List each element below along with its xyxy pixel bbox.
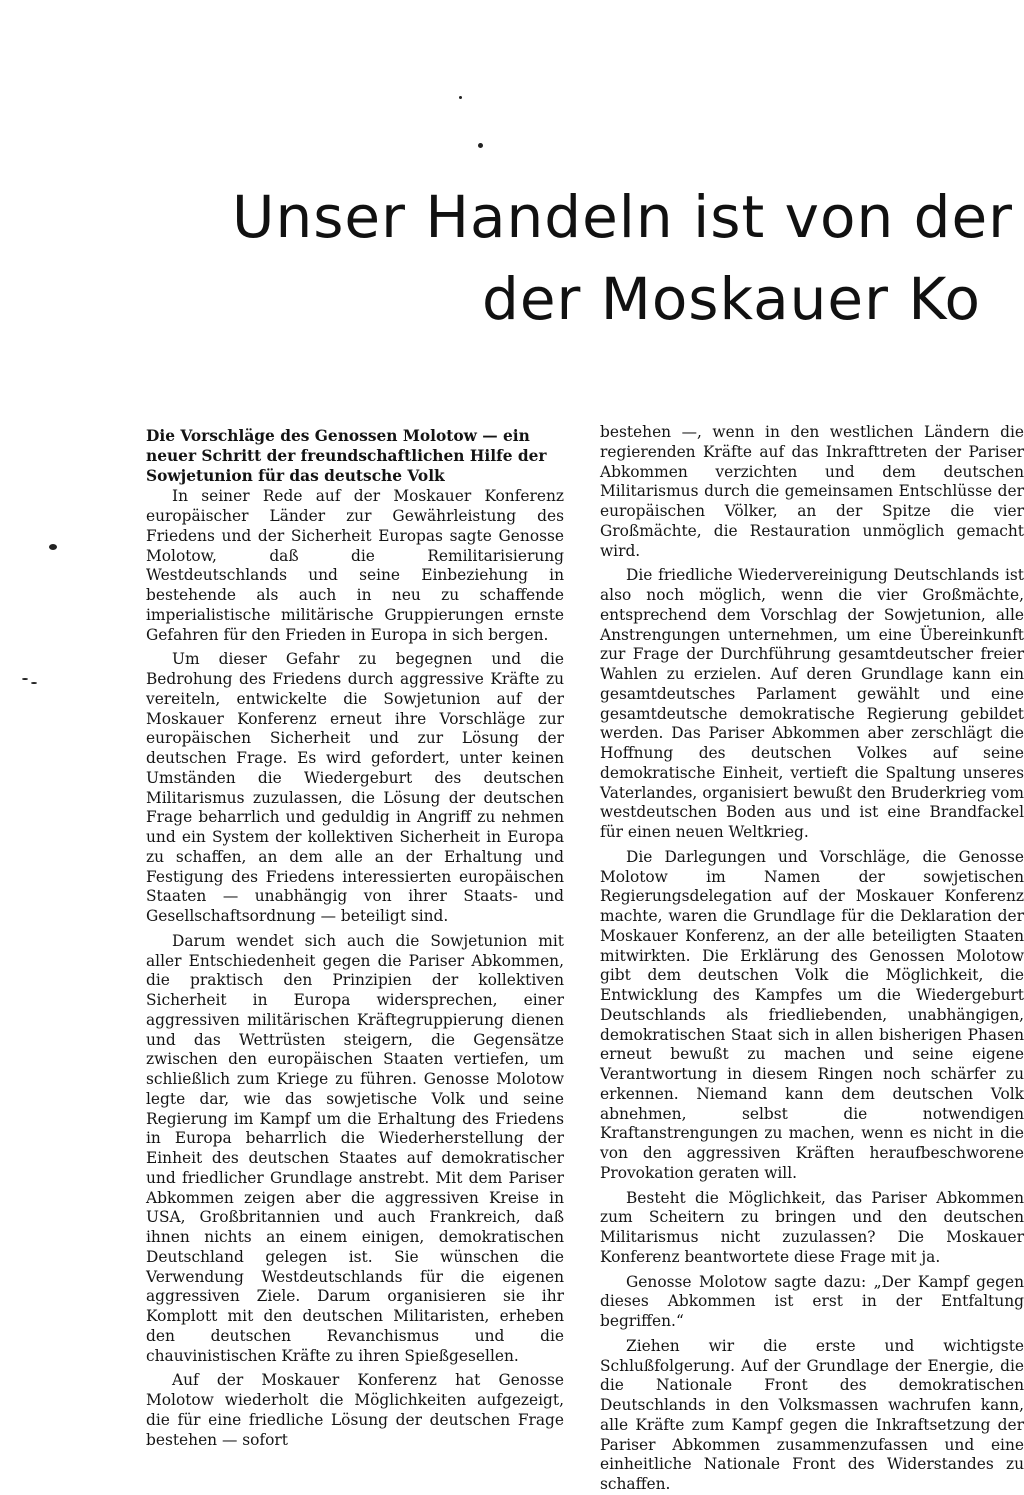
margin-mark xyxy=(22,678,28,680)
paragraph: Darum wendet sich auch die Sowjetunion mit aller Entschiedenheit gegen die Pariser Abkommen, die praktisch den Prinzipien der kollektiven Sicherheit in Europa widersprechen, einer aggressiven militärischen Kräftegruppierung dienen und das Wettrüsten steigern, die Gegensätze zwischen den europäischen Staaten vertiefen, um schließlich zum Kriege zu führen. Genosse Molotow legte dar, wie das sowjetische Volk und seine Regierung im Kampf um die Erhaltung des Friedens in Europa beharrlich die Wiederherstellung der Einheit des deutschen Staates auf demokratischer und friedlicher Grundlage anstrebt. Mit dem Pariser Abkommen zeigen aber die aggressiven Kreise in USA, Großbritannien und auch Frankreich, daß ihnen nichts an einem einigen, demokratischen Deutschland gelegen ist. Sie wünschen die Verwendung Westdeutschlands für die eigenen aggressiven Ziele. Darum organisieren sie ihr Komplott mit den deutschen Militaristen, erheben den deutschen Revanchismus und die chauvinistischen Kräfte zu ihren Spießgesellen. xyxy=(146,931,564,1365)
headline-line-1: Unser Handeln ist von der xyxy=(232,183,1013,251)
right-column xyxy=(600,423,1024,1493)
paragraph: Genosse Molotow sagte dazu: „Der Kampf gegen dieses Abkommen ist erst in der Entfaltung begriffen.“ xyxy=(600,1272,1024,1330)
paragraph: Auf der Moskauer Konferenz hat Genosse Molotow wiederholt die Möglichkeiten aufgezeigt, die für eine friedliche Lösung der deutschen Frage bestehen — sofort xyxy=(146,1371,564,1449)
headline-line-2: der Moskauer Ko xyxy=(482,265,981,333)
margin-mark xyxy=(49,544,57,550)
section-heading: Die Vorschläge des Genossen Molotow — ein neuer Schritt der freundschaftlichen Hilfe der Sowjetunion für das deutsche Volk xyxy=(146,427,547,485)
article-headline xyxy=(232,178,1024,358)
left-column xyxy=(146,427,564,1449)
paragraph: Die Darlegungen und Vorschläge, die Genosse Molotow im Namen der sowjetischen Regierungsdelegation auf der Moskauer Konferenz machte, waren die Grundlage für die Deklaration der Moskauer Konferenz, an der alle beteiligten Staaten mitwirkten. Die Erklärung des Genossen Molotow gibt dem deutschen Volk die Möglichkeit, die Entwicklung des Kampfes um die Wiedergeburt Deutschlands als friedliebenden, unabhängigen, demokratischen Staat sich in allen bisherigen Phasen erneut bewußt zu machen und seine eigene Verantwortung in diesem Ringen noch schärfer zu erkennen. Niemand kann dem deutschen Volk abnehmen, selbst die notwendigen Kraftanstrengungen zu machen, wenn es nicht in die von den aggressiven Kräften heraufbeschworene Provokation geraten will. xyxy=(600,847,1024,1182)
paragraph: Um dieser Gefahr zu begegnen und die Bedrohung des Friedens durch aggressive Kräfte zu vereiteln, entwickelte die Sowjetunion auf der Moskauer Konferenz erneut ihre Vorschläge zur europäischen Sicherheit und zur Lösung der deutschen Frage. Es wird gefordert, unter keinen Umständen die Wiedergeburt des deutschen Militarismus zuzulassen, die Lösung der deutschen Frage beharrlich und geduldig in Angriff zu nehmen und ein System der kollektiven Sicherheit in Europa zu schaffen, an dem alle an der Erhaltung und Festigung des Friedens interessierten europäischen Staaten — unabhängig von ihrer Staats- und Gesellschaftsordnung — beteiligt sind. xyxy=(146,650,564,925)
paragraph: Die friedliche Wiedervereinigung Deutschlands ist also noch möglich, wenn die vier Großmächte, entsprechend dem Vorschlag der Sowjetunion, alle Anstrengungen unternehmen, um eine Übereinkunft zur Frage der Durchführung gesamtdeutscher freier Wahlen zu erzielen. Auf deren Grundlage kann ein gesamtdeutsches Parlament gewählt und eine gesamtdeutsche demokratische Regierung gebildet werden. Das Pariser Abkommen aber zerschlägt die Hoffnung des deutschen Volkes auf seine demokratische Einheit, vertieft die Spaltung unseres Vaterlandes, organisiert bewußt den Bruderkrieg vom westdeutschen Boden aus und ist eine Brandfackel für einen neuen Weltkrieg. xyxy=(600,566,1024,841)
margin-mark xyxy=(31,682,37,684)
print-speck xyxy=(478,143,483,148)
paragraph-continued: bestehen —, wenn in den westlichen Ländern die regierenden Kräfte auf das Inkrafttreten der Pariser Abkommen verzichten und dem deutschen Militarismus durch die gemeinsamen Entschlüsse der europäischen Völker, an der Spitze die vier Großmächte, die Restauration unmöglich gemacht wird. xyxy=(600,423,1024,560)
print-speck xyxy=(459,96,462,99)
paragraph: In seiner Rede auf der Moskauer Konferenz europäischer Länder zur Gewährleistung des Friedens und der Sicherheit Europas sagte Genosse Molotow, daß die Remilitarisierung Westdeutschlands und seine Einbeziehung in bestehende als auch in neu zu schaffende imperialistische militärische Gruppierungen ernste Gefahren für den Frieden in Europa in sich bergen. xyxy=(146,487,564,644)
paragraph: Ziehen wir die erste und wichtigste Schlußfolgerung. Auf der Grundlage der Energie, die die Nationale Front des demokratischen Deutschlands in den Volksmassen wachrufen kann, alle Kräfte zum Kampf gegen die Inkraftsetzung der Pariser Abkommen zusammenzufassen und eine einheitliche Nationale Front des Widerstandes zu schaffen. xyxy=(600,1336,1024,1493)
paragraph: Besteht die Möglichkeit, das Pariser Abkommen zum Scheitern zu bringen und den deutschen Militarismus nicht zuzulassen? Die Moskauer Konferenz beantwortete diese Frage mit ja. xyxy=(600,1188,1024,1266)
